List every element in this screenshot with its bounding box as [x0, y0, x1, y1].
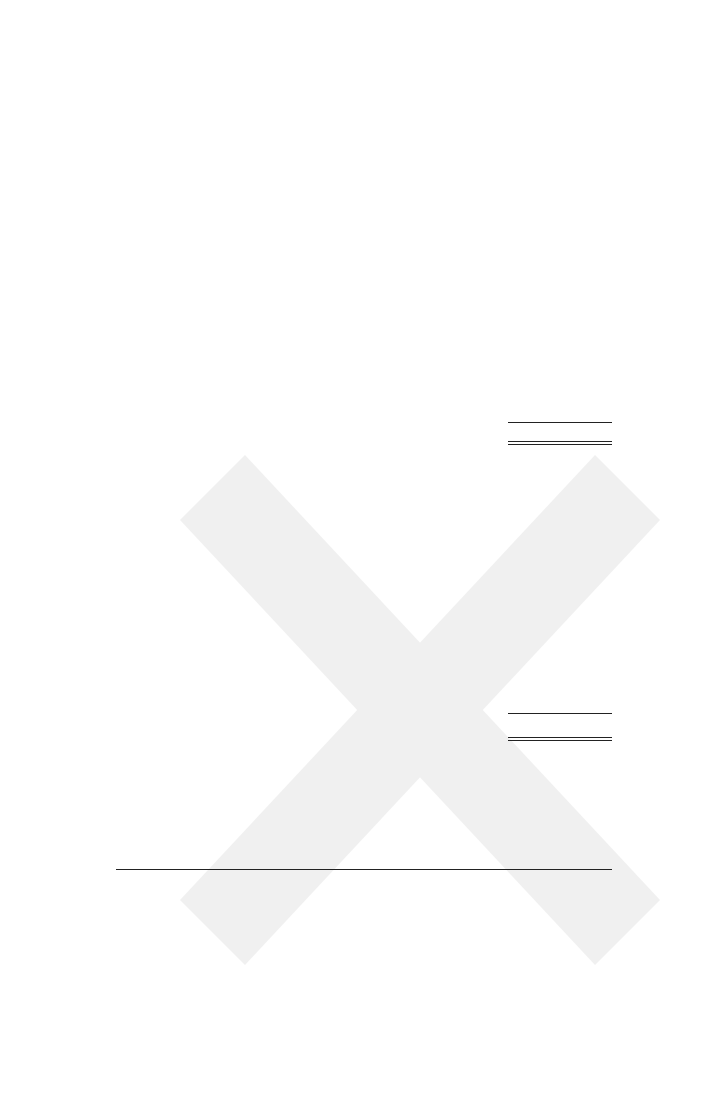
- double-rule-2: [508, 444, 612, 445]
- direct-total-row: [116, 424, 612, 437]
- double-rule-1: [508, 737, 612, 738]
- sundry-total-row: [116, 720, 612, 733]
- double-rule-2: [508, 740, 612, 741]
- loans-final-row: [116, 841, 612, 854]
- total-rule: [508, 422, 612, 423]
- double-rule-1: [508, 441, 612, 442]
- section-separator: [116, 869, 612, 870]
- total-rule: [508, 713, 612, 714]
